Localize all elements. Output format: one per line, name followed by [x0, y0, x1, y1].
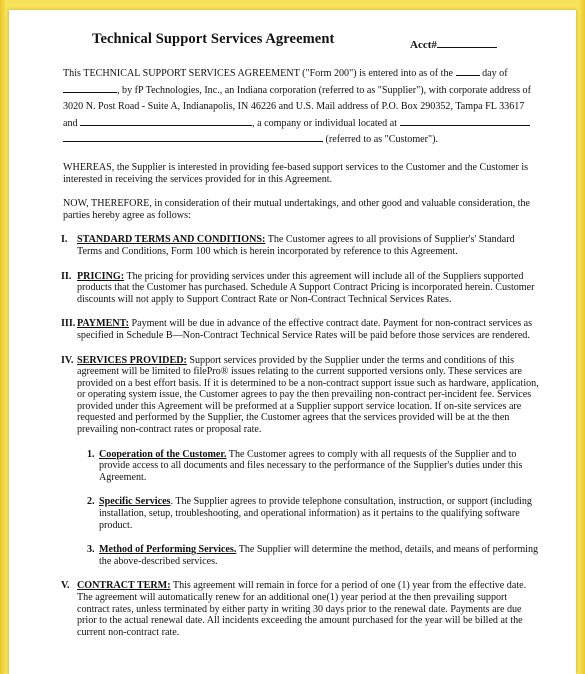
section-heading: PRICING:	[77, 270, 125, 282]
subsection-2	[63, 496, 541, 531]
intro-text-1: This TECHNICAL SUPPORT SERVICES AGREEMENT ("Form 200") is entered into as of the	[63, 68, 454, 79]
subsection-heading: Cooperation of the Customer.	[99, 448, 227, 460]
section-2	[63, 271, 541, 306]
section-3	[63, 318, 541, 341]
section-text: The Customer agrees to all provisions of Supplier's' Standard Terms and Conditions, Form 100 which is herein incorporated by reference to this Agreement.	[77, 234, 515, 257]
section-4	[63, 355, 541, 436]
subsection-1	[63, 449, 541, 484]
subsection-3	[63, 544, 541, 567]
account-number-field[interactable]	[410, 37, 497, 52]
date-month-blank[interactable]	[63, 83, 117, 93]
document-body	[63, 32, 541, 638]
whereas-paragraph: WHEREAS, the Supplier is interested in providing fee-based support services to the Customer and the Customer is interested in receiving the services provided for in this Agreement.	[63, 161, 529, 185]
section-text: The pricing for providing services under this agreement will include all of the Suppliers supported products that the Customer has purchased. Schedule A Support Contract Pricing is incorporated herein. Customer discounts will not apply to Support Contract Rate or Non-Contract Technical Services Rates.	[77, 270, 535, 305]
section-1	[63, 234, 541, 257]
intro-line-3	[63, 99, 541, 116]
section-number: V.	[61, 580, 70, 592]
intro-text-3: 3020 N. Post Road - Suite A, Indianapolis, IN 46226 and U.S. Mail address of P.O. Box 290352, Tampa FL 33617	[63, 101, 525, 113]
subsection-text: The Customer agrees to comply with all requests of the Supplier and to provide access to all documents and files necessary to the performance of the Supplier's duties under this Agreement.	[99, 448, 523, 483]
customer-address-blank-2[interactable]	[63, 132, 323, 142]
subsection-number: 1.	[87, 448, 95, 460]
subsection-heading: Method of Performing Services.	[99, 544, 237, 556]
document-title: Technical Support Services Agreement	[92, 31, 335, 47]
acct-blank-line[interactable]	[437, 37, 497, 48]
intro-text-4a: and	[63, 117, 78, 129]
section-heading: SERVICES PROVIDED:	[77, 354, 187, 366]
section-number: I.	[61, 234, 68, 246]
date-day-blank[interactable]	[456, 66, 480, 76]
intro-line-2	[63, 83, 541, 100]
intro-paragraph	[63, 66, 541, 149]
subsection-number: 3.	[87, 544, 95, 556]
document-page	[9, 10, 576, 674]
subsection-number: 2.	[87, 496, 95, 508]
intro-text-1b: day of	[482, 68, 508, 79]
subsection-text: . The Supplier agrees to provide telephone consultation, instruction, or support (including installation, setup, troubleshooting, and operational information) as it pertains to the qualifying software product.	[99, 496, 532, 531]
section-number: IV.	[61, 354, 74, 366]
section-number: II.	[61, 270, 72, 282]
intro-text-5: (referred to as "Customer").	[325, 134, 439, 146]
section-number: III.	[61, 318, 76, 330]
title-row	[63, 32, 541, 62]
intro-line-5	[63, 132, 541, 149]
subsection-heading: Specific Services	[99, 496, 171, 508]
customer-name-blank[interactable]	[80, 116, 252, 126]
section-heading: CONTRACT TERM:	[77, 580, 171, 592]
section-text: Support services provided by the Supplier under the terms and conditions of this agreement will be limited to filePro® issues relating to the current supported versions only. These services are provided on a best effort basis. If it is determined to be a non-contract support issue such as hardware, application, or operating system issue, the Customer agrees to pay the then prevailing non-contract per-incident fee. Services provided under this Agreement will be preformed at a Supplier support service location. If on-site services are requested and performed by the Supplier, the Customer agrees that the services provided will be at the then prevailing non-contract rates or proposal rate.	[77, 354, 539, 436]
intro-line-1	[63, 66, 541, 83]
now-therefore-paragraph: NOW, THEREFORE, in consideration of their mutual undertakings, and other good and valuable consideration, the parties hereby agree as follows:	[63, 198, 531, 221]
intro-text-4b: , a company or individual located at	[252, 117, 398, 129]
intro-text-2: , by fP Technologies, Inc., an Indiana corporation (referred to as "Supplier"), with corporate address of	[117, 84, 531, 96]
section-heading: STANDARD TERMS AND CONDITIONS:	[77, 234, 266, 246]
section-heading: PAYMENT:	[77, 318, 129, 330]
subsection-text: The Supplier will determine the method, details, and means of performing the above-described services.	[99, 544, 539, 567]
acct-label: Acct#	[410, 39, 437, 51]
intro-line-4	[63, 116, 541, 133]
section-text: This agreement will remain in force for a period of one (1) year from the effective date. The agreement will automatically renew for an additional one(1) year period at the then prevailing support contract rates, unless terminated by either party in writing 30 days prior to the renewal date. Payments are due prior to the actual renewal date. All incidents exceeding the amount purchased for the year will be billed at the current non-contract rate.	[77, 580, 527, 638]
customer-address-blank[interactable]	[400, 116, 530, 126]
section-5	[63, 580, 541, 638]
section-text: Payment will be due in advance of the effective contract date. Payment for non-contract services as specified in Schedule B—Non-Contract Technical Service Rates will be paid before those services are rendered.	[77, 318, 533, 341]
